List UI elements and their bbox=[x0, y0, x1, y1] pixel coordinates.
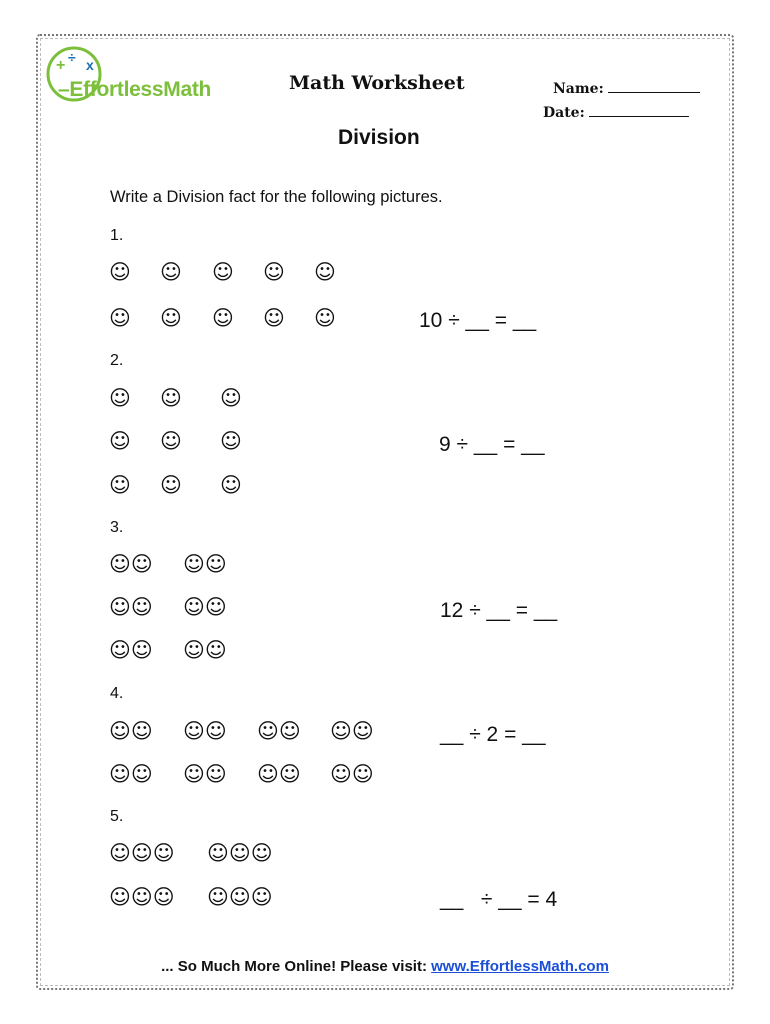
instructions: Write a Division fact for the following pictures. bbox=[110, 188, 443, 206]
smiley-face-icon: ☺☺ bbox=[183, 762, 227, 786]
smiley-face-icon: ☺ bbox=[109, 473, 131, 497]
svg-text:+: + bbox=[56, 57, 66, 74]
smiley-face-icon: ☺☺☺ bbox=[207, 841, 273, 865]
question-number: 5. bbox=[110, 808, 124, 825]
smiley-face-icon: ☺ bbox=[160, 386, 182, 410]
smiley-face-icon: ☺☺☺ bbox=[109, 841, 175, 865]
equation[interactable]: 12 ÷ __ = __ bbox=[440, 599, 558, 622]
topic-title: Division bbox=[338, 126, 420, 149]
smiley-face-icon: ☺ bbox=[220, 473, 242, 497]
date-blank[interactable] bbox=[589, 104, 689, 117]
question-number: 3. bbox=[110, 519, 124, 536]
footer-text: ... So Much More Online! Please visit: bbox=[161, 958, 432, 975]
smiley-face-icon: ☺☺☺ bbox=[109, 885, 175, 909]
smiley-face-icon: ☺ bbox=[220, 429, 242, 453]
smiley-face-icon: ☺☺ bbox=[183, 638, 227, 662]
question-number: 4. bbox=[110, 685, 124, 702]
smiley-face-icon: ☺☺ bbox=[330, 762, 374, 786]
logo-text: EffortlessMath bbox=[69, 78, 212, 101]
footer-link[interactable]: www.EffortlessMath.com bbox=[431, 958, 609, 975]
date-label: Date: bbox=[543, 105, 585, 121]
svg-text:÷: ÷ bbox=[68, 49, 76, 65]
question-number: 2. bbox=[110, 352, 124, 369]
equation[interactable]: 10 ÷ __ = __ bbox=[419, 309, 537, 332]
smiley-face-icon: ☺☺☺ bbox=[207, 885, 273, 909]
name-field[interactable] bbox=[553, 80, 700, 97]
smiley-face-icon: ☺ bbox=[212, 260, 234, 284]
smiley-face-icon: ☺ bbox=[109, 429, 131, 453]
smiley-face-icon: ☺☺ bbox=[330, 719, 374, 743]
smiley-face-icon: ☺ bbox=[212, 306, 234, 330]
worksheet-title: Math Worksheet bbox=[289, 72, 465, 94]
smiley-face-icon: ☺☺ bbox=[109, 638, 153, 662]
smiley-face-icon: ☺ bbox=[160, 260, 182, 284]
equation[interactable]: 9 ÷ __ = __ bbox=[439, 433, 545, 456]
smiley-face-icon: ☺☺ bbox=[109, 719, 153, 743]
name-blank[interactable] bbox=[608, 80, 700, 93]
equation[interactable]: __ ÷ __ = 4 bbox=[440, 888, 558, 911]
smiley-face-icon: ☺☺ bbox=[109, 762, 153, 786]
smiley-face-icon: ☺☺ bbox=[257, 762, 301, 786]
smiley-face-icon: ☺ bbox=[109, 386, 131, 410]
smiley-face-icon: ☺ bbox=[109, 306, 131, 330]
logo-wordmark: –EffortlessMath bbox=[58, 78, 212, 101]
smiley-face-icon: ☺ bbox=[314, 260, 336, 284]
smiley-face-icon: ☺☺ bbox=[257, 719, 301, 743]
smiley-face-icon: ☺ bbox=[160, 473, 182, 497]
smiley-face-icon: ☺ bbox=[263, 260, 285, 284]
smiley-face-icon: ☺☺ bbox=[183, 595, 227, 619]
footer bbox=[0, 958, 770, 975]
smiley-face-icon: ☺ bbox=[160, 429, 182, 453]
smiley-face-icon: ☺☺ bbox=[183, 719, 227, 743]
smiley-face-icon: ☺ bbox=[109, 260, 131, 284]
date-field[interactable] bbox=[543, 104, 689, 121]
equation[interactable]: __ ÷ 2 = __ bbox=[440, 723, 546, 746]
smiley-face-icon: ☺ bbox=[263, 306, 285, 330]
smiley-face-icon: ☺☺ bbox=[109, 552, 153, 576]
smiley-face-icon: ☺☺ bbox=[183, 552, 227, 576]
name-label: Name: bbox=[553, 81, 604, 97]
svg-text:x: x bbox=[86, 57, 94, 73]
smiley-face-icon: ☺ bbox=[160, 306, 182, 330]
smiley-face-icon: ☺ bbox=[220, 386, 242, 410]
smiley-face-icon: ☺ bbox=[314, 306, 336, 330]
question-number: 1. bbox=[110, 227, 124, 244]
smiley-face-icon: ☺☺ bbox=[109, 595, 153, 619]
